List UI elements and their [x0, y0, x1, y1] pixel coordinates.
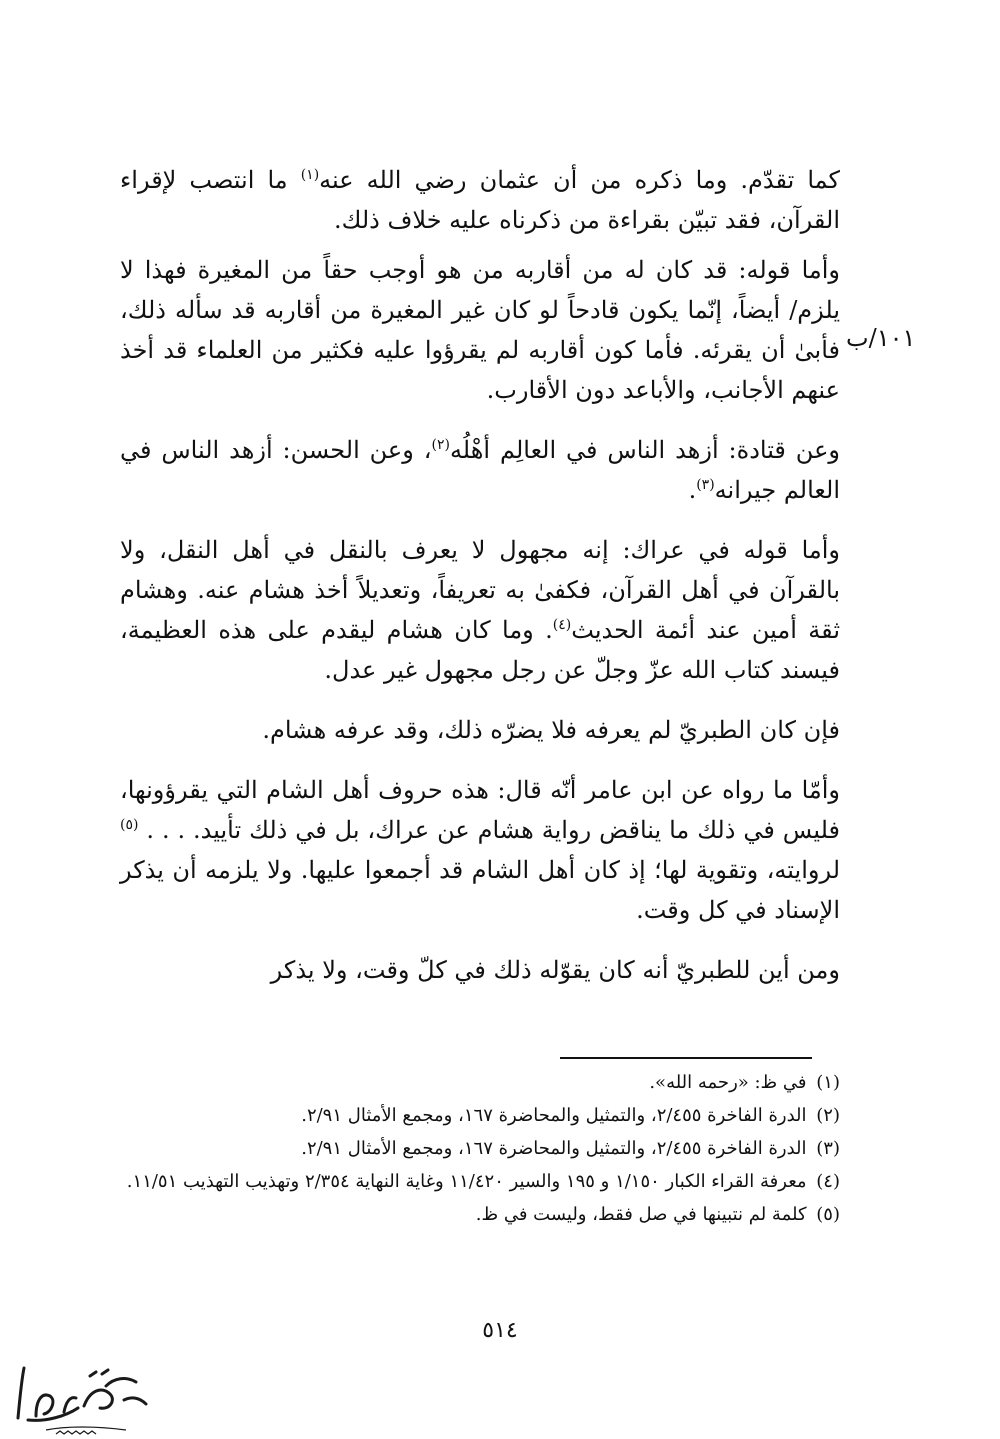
footnote-4-text: معرفة القراء الكبار ١/١٥٠ و ١٩٥ والسير ١١/٤٢٠ وغاية النهاية ٢/٣٥٤ وتهذيب التهذيب ١١/٥١.: [126, 1171, 807, 1192]
paragraph-6-text-b: لروايته، وتقوية لها؛ إذ كان أهل الشام قد أجمعوا عليها. ولا يلزمه أن يذكر الإسناد في كل وقت.: [120, 856, 841, 924]
footnote-ref-5: (٥): [120, 817, 139, 833]
footnote-ref-3: (٣): [696, 477, 715, 493]
footnote-3: [120, 1134, 840, 1164]
footnote-2-number: (٢): [816, 1105, 840, 1126]
footnotes: [120, 1068, 840, 1233]
footnote-divider: [560, 1057, 812, 1059]
footnote-5-number: (٥): [816, 1204, 840, 1225]
footnote-ref-4: (٤): [552, 617, 572, 633]
paragraph-2: [120, 250, 840, 410]
paragraph-5-text: فإن كان الطبريّ لم يعرفه فلا يضرّه ذلك، وقد عرفه هشام.: [262, 716, 840, 744]
footnote-4-number: (٤): [816, 1171, 840, 1192]
calligraphy-logo-icon: [6, 1356, 156, 1436]
footnote-4: [120, 1167, 840, 1197]
footnote-5: [120, 1200, 840, 1230]
footnote-ref-1: (١): [300, 167, 320, 183]
calligraphy-logo-watermark: [6, 1356, 156, 1436]
footnote-3-number: (٣): [816, 1138, 840, 1159]
paragraph-6: [120, 770, 840, 930]
paragraph-2-text: وأما قوله: قد كان له من أقاربه من هو أوجب حقاً من المغيرة فهذا لا يلزم/ أيضاً، إنّما يكون قادحاً لو كان غير المغيرة من أقاربه قد سأله ذلك، فأبىٰ أن يقرئه. فأما كون أقاربه لم يقرؤوا عليه فكثير من العلماء قد أخذ عنهم الأجانب، والأباعد دون الأقارب.: [120, 256, 840, 404]
paragraph-3-text-b: ، وعن الحسن: أزهد الناس في العالم جيرانه: [120, 436, 840, 504]
footnote-3-text: الدرة الفاخرة ٢/٤٥٥، والتمثيل والمحاضرة ١٦٧، ومجمع الأمثال ٢/٩١.: [301, 1138, 807, 1159]
footnote-5-text: كلمة لم نتبينها في صل فقط، وليست في ظ.: [475, 1204, 807, 1225]
paragraph-1: [120, 160, 840, 240]
paragraph-1-text-b: ما انتصب لإقراء القرآن، فقد تبيّن بقراءة من ذكرناه عليه خلاف ذلك.: [120, 166, 840, 234]
paragraph-3: [120, 430, 840, 510]
paragraph-3-text-a: وعن قتادة: أزهد الناس في العالِم أهْلُه: [449, 436, 840, 464]
footnote-2: [120, 1101, 840, 1131]
paragraph-6-text-a: وأمّا ما رواه عن ابن عامر أنّه قال: هذه حروف أهل الشام التي يقرؤونها، فليس في ذلك ما يناقض رواية هشام عن عراك، بل في ذلك تأييد. . . .: [120, 776, 840, 844]
footnote-ref-2: (٢): [431, 437, 450, 453]
footnote-1: [120, 1068, 840, 1098]
footnote-1-text: في ظ: «رحمه الله».: [649, 1072, 807, 1093]
paragraph-4-text-b: . وما كان هشام ليقدم على هذه العظيمة، فيسند كتاب الله عزّ وجلّ عن رجل مجهول غير عدل.: [120, 616, 840, 684]
main-text: [120, 160, 840, 1010]
paragraph-5: [120, 710, 840, 750]
paragraph-1-text-a: كما تقدّم. وما ذكره من أن عثمان رضي الله عنه: [319, 166, 840, 194]
paragraph-4-text-a: وأما قوله في عراك: إنه مجهول لا يعرف بالنقل في أهل النقل، ولا بالقرآن في أهل القرآن، فكفىٰ به تعريفاً، وتعديلاً أخذ هشام عنه. وهشام ثقة أمين عند أئمة الحديث: [120, 536, 840, 644]
folio-margin-note: ١٠١/ب: [846, 324, 916, 352]
footnote-2-text: الدرة الفاخرة ٢/٤٥٥، والتمثيل والمحاضرة ١٦٧، ومجمع الأمثال ٢/٩١.: [301, 1105, 807, 1126]
paragraph-7: [120, 950, 840, 990]
paragraph-3-text-c: .: [688, 476, 697, 504]
page-number: ٥١٤: [482, 1318, 518, 1343]
footnote-1-number: (١): [816, 1072, 840, 1093]
paragraph-7-text: ومن أين للطبريّ أنه كان يقوّله ذلك في كلّ وقت، ولا يذكر: [270, 956, 840, 984]
paragraph-4: [120, 530, 840, 690]
